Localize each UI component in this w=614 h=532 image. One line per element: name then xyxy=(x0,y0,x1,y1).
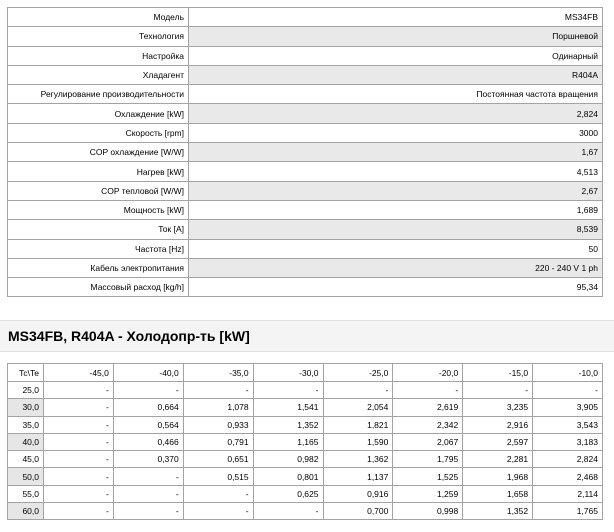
grid-cell: - xyxy=(113,468,183,485)
grid-cell: 1,352 xyxy=(253,416,323,433)
spec-value: Постоянная частота вращения xyxy=(189,85,603,104)
grid-cell: 1,821 xyxy=(323,416,393,433)
spec-value: 95,34 xyxy=(189,278,603,297)
grid-row xyxy=(8,485,603,502)
grid-row xyxy=(8,416,603,433)
grid-cell: 2,067 xyxy=(393,433,463,450)
grid-cell: 0,801 xyxy=(253,468,323,485)
grid-cell: 1,658 xyxy=(463,485,533,502)
grid-cell: 1,259 xyxy=(393,485,463,502)
spec-table xyxy=(7,7,603,297)
grid-cell: 0,916 xyxy=(323,485,393,502)
grid-cell: 2,114 xyxy=(533,485,603,502)
grid-column-header: -10,0 xyxy=(533,364,603,382)
spec-value: Поршневой xyxy=(189,27,603,46)
grid-cell: 2,916 xyxy=(463,416,533,433)
grid-cell: 0,625 xyxy=(253,485,323,502)
grid-row xyxy=(8,399,603,416)
spec-value: 2,824 xyxy=(189,104,603,123)
grid-cell: 1,765 xyxy=(533,503,603,520)
spec-label: Технология xyxy=(8,27,189,46)
grid-row-header: 40,0 xyxy=(8,433,44,450)
grid-cell: 1,968 xyxy=(463,468,533,485)
capacity-table xyxy=(7,363,603,520)
grid-cell: 0,700 xyxy=(323,503,393,520)
grid-corner: Tc\Te xyxy=(8,364,44,382)
spec-row xyxy=(8,46,603,65)
spec-row xyxy=(8,278,603,297)
grid-cell: 1,590 xyxy=(323,433,393,450)
grid-cell: 2,597 xyxy=(463,433,533,450)
spec-label: Кабель электропитания xyxy=(8,258,189,277)
grid-row xyxy=(8,451,603,468)
grid-cell: - xyxy=(463,382,533,399)
spec-value: 1,67 xyxy=(189,143,603,162)
grid-row-header: 50,0 xyxy=(8,468,44,485)
spec-value: 2,67 xyxy=(189,181,603,200)
spec-label: COP охлаждение [W/W] xyxy=(8,143,189,162)
grid-cell: 2,824 xyxy=(533,451,603,468)
spec-row xyxy=(8,239,603,258)
grid-cell: 1,541 xyxy=(253,399,323,416)
grid-cell: 3,183 xyxy=(533,433,603,450)
grid-column-header: -15,0 xyxy=(463,364,533,382)
spec-label: Модель xyxy=(8,8,189,27)
spec-label: Ток [A] xyxy=(8,220,189,239)
grid-cell: - xyxy=(113,382,183,399)
spec-value: 1,689 xyxy=(189,200,603,219)
grid-cell: - xyxy=(183,503,253,520)
grid-row-header: 45,0 xyxy=(8,451,44,468)
grid-column-header: -30,0 xyxy=(253,364,323,382)
section-title: MS34FB, R404A - Холодопр-ть [kW] xyxy=(8,328,250,344)
grid-cell: - xyxy=(44,485,114,502)
grid-row-header: 35,0 xyxy=(8,416,44,433)
spec-label: Регулирование производительности xyxy=(8,85,189,104)
spec-row xyxy=(8,200,603,219)
spec-row xyxy=(8,162,603,181)
grid-cell: - xyxy=(323,382,393,399)
grid-row-header: 25,0 xyxy=(8,382,44,399)
spec-row xyxy=(8,220,603,239)
spec-row xyxy=(8,181,603,200)
grid-row xyxy=(8,433,603,450)
spec-label: Скорость [rpm] xyxy=(8,123,189,142)
spec-label: Настройка xyxy=(8,46,189,65)
grid-column-header: -45,0 xyxy=(44,364,114,382)
spec-label: Хладагент xyxy=(8,65,189,84)
grid-row-header: 60,0 xyxy=(8,503,44,520)
spec-label: Частота [Hz] xyxy=(8,239,189,258)
spec-row xyxy=(8,258,603,277)
spec-value: 220 - 240 V 1 ph xyxy=(189,258,603,277)
spec-row xyxy=(8,65,603,84)
spec-value: 4,513 xyxy=(189,162,603,181)
grid-cell: 0,466 xyxy=(113,433,183,450)
spec-value: 50 xyxy=(189,239,603,258)
grid-cell: - xyxy=(44,451,114,468)
grid-cell: - xyxy=(44,382,114,399)
grid-cell: 0,651 xyxy=(183,451,253,468)
spec-row xyxy=(8,123,603,142)
spec-value: R404A xyxy=(189,65,603,84)
grid-cell: 0,933 xyxy=(183,416,253,433)
grid-header-row xyxy=(8,364,603,382)
grid-cell: - xyxy=(183,485,253,502)
grid-cell: 0,791 xyxy=(183,433,253,450)
spec-label: Массовый расход [kg/h] xyxy=(8,278,189,297)
grid-cell: 0,982 xyxy=(253,451,323,468)
grid-row-header: 55,0 xyxy=(8,485,44,502)
grid-cell: 1,352 xyxy=(463,503,533,520)
grid-cell: 0,998 xyxy=(393,503,463,520)
grid-cell: - xyxy=(113,503,183,520)
grid-cell: 2,342 xyxy=(393,416,463,433)
grid-row xyxy=(8,468,603,485)
grid-column-header: -40,0 xyxy=(113,364,183,382)
grid-cell: 2,619 xyxy=(393,399,463,416)
grid-cell: - xyxy=(44,433,114,450)
spec-value: 3000 xyxy=(189,123,603,142)
spec-value: 8,539 xyxy=(189,220,603,239)
grid-cell: - xyxy=(113,485,183,502)
grid-cell: - xyxy=(253,382,323,399)
grid-cell: 1,137 xyxy=(323,468,393,485)
grid-cell: 0,370 xyxy=(113,451,183,468)
grid-cell: 0,515 xyxy=(183,468,253,485)
spec-row xyxy=(8,85,603,104)
grid-cell: - xyxy=(253,503,323,520)
grid-cell: - xyxy=(183,382,253,399)
grid-cell: 0,664 xyxy=(113,399,183,416)
grid-cell: 1,795 xyxy=(393,451,463,468)
grid-cell: 1,362 xyxy=(323,451,393,468)
grid-cell: 2,054 xyxy=(323,399,393,416)
grid-cell: 1,078 xyxy=(183,399,253,416)
spec-label: Охлаждение [kW] xyxy=(8,104,189,123)
spec-row xyxy=(8,8,603,27)
grid-cell: 2,281 xyxy=(463,451,533,468)
grid-row-header: 30,0 xyxy=(8,399,44,416)
grid-cell: 2,468 xyxy=(533,468,603,485)
spec-value: MS34FB xyxy=(189,8,603,27)
spec-label: Нагрев [kW] xyxy=(8,162,189,181)
grid-row xyxy=(8,382,603,399)
grid-cell: 3,543 xyxy=(533,416,603,433)
grid-cell: - xyxy=(44,503,114,520)
grid-cell: 0,564 xyxy=(113,416,183,433)
grid-row xyxy=(8,503,603,520)
section-title-bar xyxy=(0,320,614,352)
grid-column-header: -35,0 xyxy=(183,364,253,382)
grid-cell: - xyxy=(533,382,603,399)
spec-label: Мощность [kW] xyxy=(8,200,189,219)
grid-cell: 1,165 xyxy=(253,433,323,450)
spec-value: Одинарный xyxy=(189,46,603,65)
grid-cell: - xyxy=(44,399,114,416)
grid-column-header: -20,0 xyxy=(393,364,463,382)
spec-label: COP тепловой [W/W] xyxy=(8,181,189,200)
spec-row xyxy=(8,104,603,123)
grid-cell: 1,525 xyxy=(393,468,463,485)
spec-row xyxy=(8,27,603,46)
grid-cell: - xyxy=(44,468,114,485)
spec-row xyxy=(8,143,603,162)
grid-cell: 3,235 xyxy=(463,399,533,416)
grid-cell: - xyxy=(393,382,463,399)
grid-cell: - xyxy=(44,416,114,433)
grid-cell: 3,905 xyxy=(533,399,603,416)
grid-column-header: -25,0 xyxy=(323,364,393,382)
